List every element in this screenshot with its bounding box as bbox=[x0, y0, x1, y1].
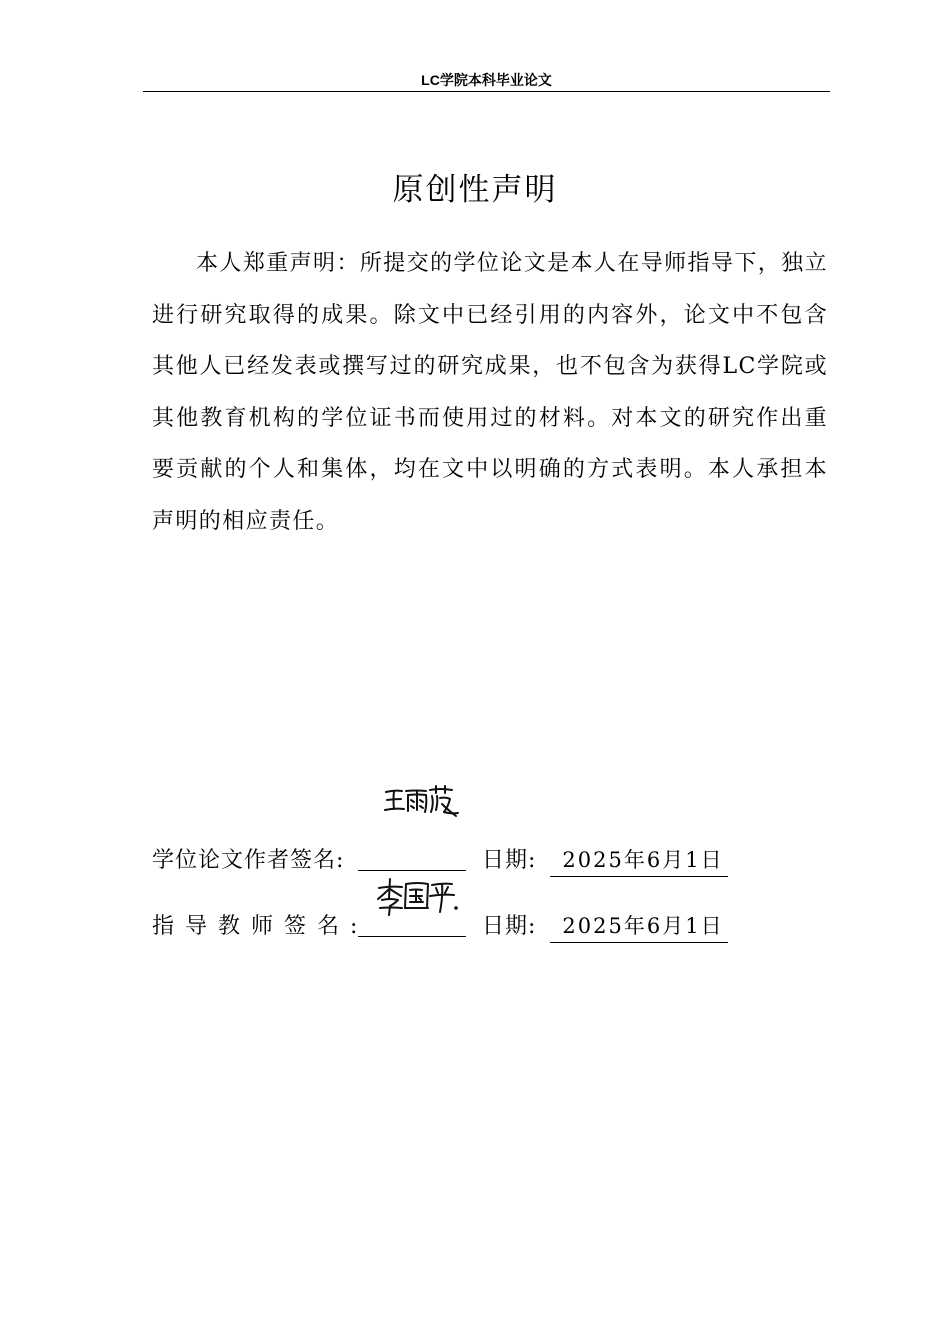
author-signature-line bbox=[358, 840, 466, 871]
advisor-date-value: 2025年6月1日 bbox=[550, 910, 727, 943]
author-date-label: 日期: bbox=[482, 848, 537, 873]
author-signature-label: 学位论文作者签名: bbox=[152, 848, 345, 873]
advisor-signature-row bbox=[152, 906, 728, 946]
declaration-paragraph: 本人郑重声明：所提交的学位论文是本人在导师指导下，独立进行研究取得的成果。除文中已经引用的内容外，论文中不包含其他人已经发表或撰写过的研究成果，也不包含为获得LC学院或其他教育机构的学位证书而使用过的材料。对本文的研究作出重要贡献的个人和集体，均在文中以明确的方式表明。本人承担本声明的相应责任。 bbox=[152, 251, 828, 534]
advisor-signature-label: 指导教师签名: bbox=[152, 914, 369, 939]
document-title: 原创性声明 bbox=[392, 172, 558, 208]
advisor-signature-line bbox=[358, 906, 466, 937]
advisor-date-label: 日期: bbox=[482, 914, 537, 939]
header-title: LC学院本科毕业论文 bbox=[421, 72, 552, 88]
author-signature-row bbox=[152, 840, 728, 880]
author-date-value: 2025年6月1日 bbox=[550, 844, 727, 877]
author-signature-image bbox=[382, 782, 460, 820]
page-header bbox=[143, 70, 830, 92]
